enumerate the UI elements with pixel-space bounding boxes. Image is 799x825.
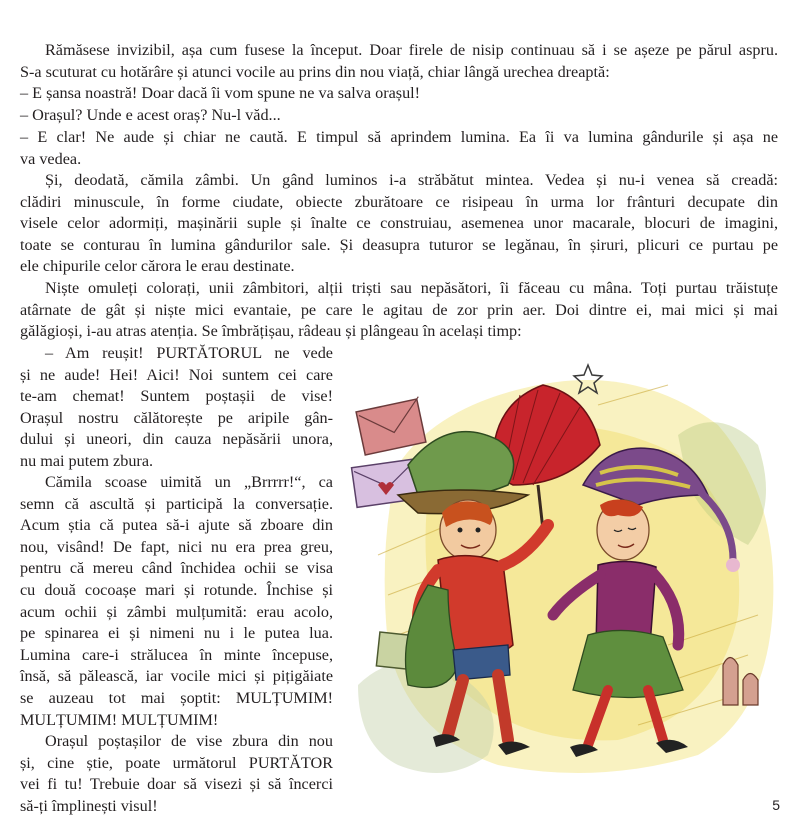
text-line: Și, deodată, cămila zâmbi. Un gând luminos i-a străbătut mintea. Vedea și nu-i venea să creadă: xyxy=(45,171,778,189)
text-line: MULȚUMIM! MULȚUMIM! xyxy=(20,710,219,729)
text-line: cu două cocoașe mari și rotunde. Închise și xyxy=(20,580,333,599)
text-line: Rămăsese invizibil, așa cum fusese la început. Doar firele de nisip continuau să i se așeze pe părul aspru. xyxy=(45,41,778,59)
paragraph xyxy=(20,343,333,473)
paragraph xyxy=(20,127,778,170)
paragraph xyxy=(20,105,778,127)
text-line: nu mai putem zbura. xyxy=(20,451,154,470)
text-line: pe spinarea ei și nimeni nu i le putea lua. xyxy=(20,624,333,643)
paragraph xyxy=(20,170,778,278)
text-line: gălăgioși, i-au atras atenția. Se îmbrățișau, râdeau și plângeau în același timp: xyxy=(20,322,522,341)
text-line: visele celor adormiți, mașinării suple și înalte ce construiau, asemenea unor macarale, blocuri de imagini, xyxy=(20,214,778,233)
page-number: 5 xyxy=(772,797,780,813)
text-line: Cămila scoase uimită un „Brrrrr!“, ca xyxy=(45,473,333,491)
text-line: te-am chemat! Suntem poștașii de vise! xyxy=(20,387,333,406)
text-line: și ne aude! Hei! Aici! Noi suntem cei care xyxy=(20,365,333,384)
text-line: pentru că mereu când închidea ochii se visa xyxy=(20,559,333,578)
text-line: Lumina care-i strălucea în minte începuse, xyxy=(20,645,333,664)
text-line: – Am reușit! PURTĂTORUL ne vede xyxy=(45,344,333,362)
text-line: – E clar! Ne aude și chiar ne caută. E timpul să aprindem lumina. Ea îi va lumina gândurile și așa ne xyxy=(20,128,778,146)
text-line: va vedea. xyxy=(20,149,82,168)
text-line: dului și uneori, din cauza nepăsării unora, xyxy=(20,430,333,449)
text-line: să-ți împlinești visul! xyxy=(20,796,158,815)
text-line: atârnate de gât și niște mici evantaie, pe care le agitau de zor prin aer. Doi dintre ei, mai mici și mai xyxy=(20,300,778,319)
text-line: ele chipurile celor cărora le erau destinate. xyxy=(20,257,295,276)
text-line: toate se conturau în lumina gândurilor sale. Și deasupra tuturor se legănau, în șiruri, plicuri ce purtau pe xyxy=(20,235,778,254)
text-line: și, cine știe, poate următorul PURTĂTOR xyxy=(20,753,333,772)
paragraph xyxy=(20,83,778,105)
paragraph xyxy=(20,278,778,343)
paragraph xyxy=(20,40,778,83)
text-line: Acum știa că putea să-i ajute să zboare din xyxy=(20,516,333,535)
illustration-two-dream-postmen xyxy=(338,345,783,790)
text-line: Orașul nostru călătorește pe aripile gân- xyxy=(20,408,333,427)
text-line: nou, visând! De fapt, nici nu era prea greu, xyxy=(20,537,333,556)
text-line: – E șansa noastră! Doar dacă îi vom spune ne va salva orașul! xyxy=(20,84,421,102)
text-line: semn că ascultă și participă la conversație. xyxy=(20,494,333,513)
text-line: Niște omuleți colorați, unii zâmbitori, alții triști sau nepăsători, îi făceau cu mâna. Toți purtau trăistuțe xyxy=(45,279,778,297)
text-line: – Orașul? Unde e acest oraș? Nu-l văd... xyxy=(20,106,281,124)
text-line: clădiri minuscule, în forme ciudate, obiecte zburătoare ce risipeau în urma lor frânturi decupate din xyxy=(20,192,778,211)
text-line: se auzeau tot mai șoptit: MULȚUMIM! xyxy=(20,688,333,707)
paragraph xyxy=(20,472,333,731)
paragraph xyxy=(20,731,333,817)
text-line: însă, să pălească, iar vocile mici și pițigăiate xyxy=(20,667,333,686)
text-line: Orașul poștașilor de vise zbura din nou xyxy=(45,732,333,750)
text-line: acum ochii și zâmbi mulțumită: erau acolo, xyxy=(20,602,333,621)
text-line: S-a scuturat cu hotărâre și atunci vocile au prins din nou viață, chiar lângă urechea dreaptă: xyxy=(20,62,610,81)
text-line: vei fi tu! Trebuie doar să visezi și să încerci xyxy=(20,775,333,794)
